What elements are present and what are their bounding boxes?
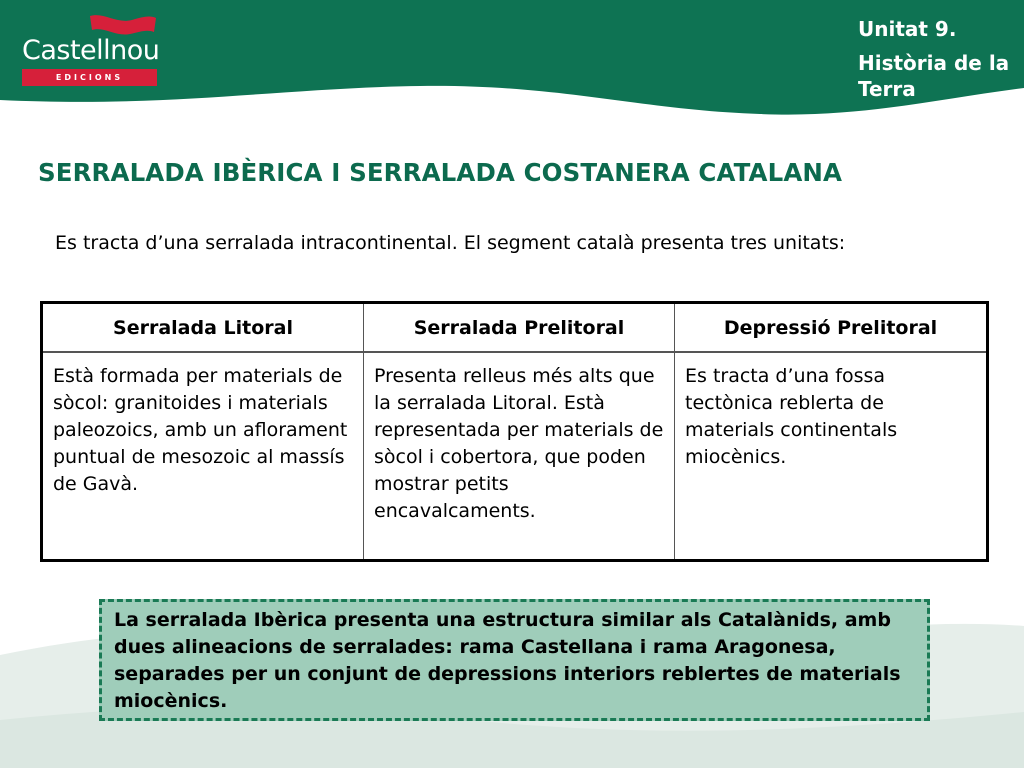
table-header-cell: Serralada Prelitoral [364,303,675,353]
table-header-row [42,303,988,353]
table-cell: Es tracta d’una fossa tectònica reblerta de materials continentals miocènics. [675,352,988,561]
table-cell: Està formada per materials de sòcol: granitoides i materials paleozoics, amb un aflorament puntual de mesozoic al massís de Gavà. [42,352,364,561]
table-header-cell: Serralada Litoral [42,303,364,353]
table-header-cell: Depressió Prelitoral [675,303,988,353]
slide-title: SERRALADA IBÈRICA I SERRALADA COSTANERA CATALANA [38,158,843,187]
intro-paragraph: Es tracta d’una serralada intracontinental. El segment català presenta tres unitats: [55,232,846,254]
summary-callout: La serralada Ibèrica presenta una estructura similar als Catalànids, amb dues alineacions de serralades: rama Castellana i rama Aragonesa, separades per un conjunt de depressions interiors reblertes de materials miocènics. [99,599,930,721]
logo-subtitle: EDICIONS [22,69,157,86]
logo-wordmark: Castellnou [22,35,160,66]
table-row [42,352,988,561]
unit-heading [858,16,1018,102]
table-cell: Presenta relleus més alts que la serralada Litoral. Està representada per materials de sòcol i cobertora, que poden mostrar petits encavalcaments. [364,352,675,561]
units-table [40,301,989,562]
unit-number: Unitat 9. [858,17,957,41]
publisher-logo [22,12,160,82]
unit-topic: Història de la Terra [858,51,1010,101]
